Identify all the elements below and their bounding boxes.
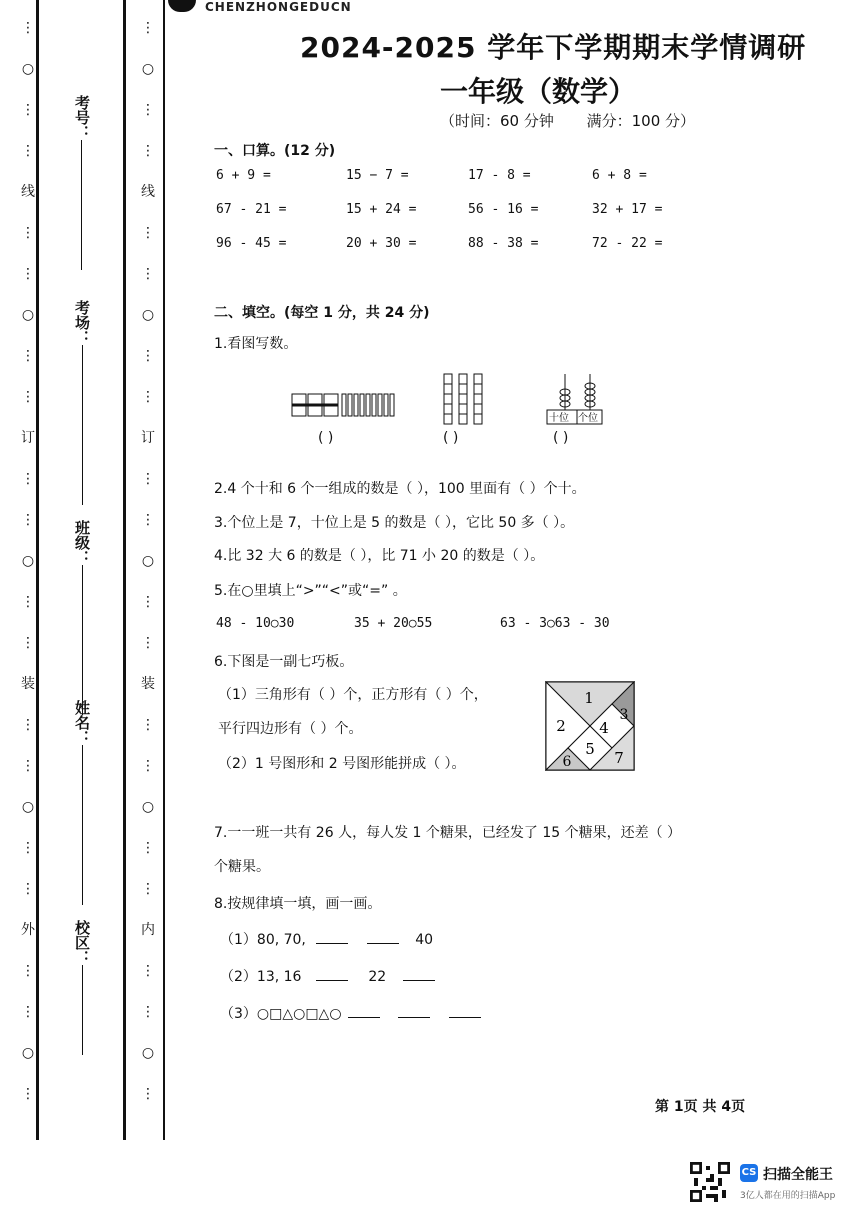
calc-problem: 15 + 24 = [346, 202, 417, 217]
q2-text: 2.4 个十和 6 个一组成的数是（ ），100 里面有（ ）个十。 [214, 481, 586, 497]
cube-rods-icon [444, 374, 482, 424]
binding-mark: ⋮ [21, 20, 35, 36]
tangram-label-6: 6 [562, 754, 572, 770]
binding-mark: ○ [141, 61, 155, 77]
qr-code-icon [690, 1162, 730, 1202]
q8-sub1 [220, 929, 433, 949]
class-label: 班级： [73, 520, 91, 565]
binding-mark: ⋮ [141, 471, 155, 487]
q8-sub1-blank-1[interactable] [316, 931, 348, 944]
logo-text: CHENZHONGEDUCN [205, 0, 352, 14]
section2-heading: 二、填空。(每空 1 分，共 24 分) [214, 305, 430, 321]
q5-item-3: 63 - 3○63 - 30 [500, 616, 610, 631]
page-number: 第 1页 共 4页 [655, 1099, 746, 1115]
abacus-ones-label: 个位 [578, 413, 598, 424]
margin-border-inner [163, 0, 165, 1140]
scanner-logo-icon: CS [740, 1164, 758, 1182]
q4-text: 4.比 32 大 6 的数是（ ），比 71 小 20 的数是（ ）。 [214, 548, 545, 564]
binding-mark: ○ [141, 307, 155, 323]
exam-no-field[interactable] [72, 95, 93, 270]
binding-mark: ⋮ [141, 717, 155, 733]
page-title: 2024-2025 学年下学期期末学情调研 [300, 31, 807, 64]
q8-sub3-blank-2[interactable] [398, 1005, 430, 1018]
q8-sub1-end: 40 [415, 932, 434, 948]
q8-sub2-blank-2[interactable] [403, 968, 435, 981]
page-subtitle: 一年级（数学） [440, 75, 637, 108]
binding-mark: ⋮ [141, 20, 155, 36]
calc-problem: 32 + 17 = [592, 202, 663, 217]
binding-mark: ○ [21, 1045, 35, 1061]
calc-problem: 56 - 16 = [468, 202, 539, 217]
binding-mark: ⋮ [141, 881, 155, 897]
binding-mark: ⋮ [21, 471, 35, 487]
q1-answer-3[interactable]: ( ) [553, 430, 569, 446]
binding-mark: ○ [21, 307, 35, 323]
binding-mark: ⋮ [21, 266, 35, 282]
binding-mark: ⋮ [141, 225, 155, 241]
binding-mark: ⋮ [141, 512, 155, 528]
binding-mark: ⋮ [141, 1086, 155, 1102]
q8-sub2 [220, 966, 435, 986]
calc-problem: 15 − 7 = [346, 168, 409, 183]
binding-mark: ⋮ [21, 717, 35, 733]
binding-mark: ○ [141, 1045, 155, 1061]
q8-sub2-blank-1[interactable] [316, 968, 348, 981]
q5-item-2: 35 + 20○55 [354, 616, 433, 631]
tangram-label-4: 4 [599, 719, 609, 737]
binding-mark: 内 [141, 922, 155, 938]
q8-sub2-mid: 22 [368, 969, 387, 985]
q5-text: 5.在○里填上“>”“<”或“=” 。 [214, 583, 407, 599]
scanner-slogan: 3亿人都在用的扫描App [740, 1191, 836, 1201]
binding-mark: ⋮ [141, 594, 155, 610]
binding-mark: ⋮ [21, 758, 35, 774]
calc-problem: 96 - 45 = [216, 236, 287, 251]
exam-info [440, 110, 723, 131]
calc-problem: 6 + 9 = [216, 168, 271, 183]
calc-problem: 20 + 30 = [346, 236, 417, 251]
binding-rail-outer [18, 8, 38, 1115]
calc-problem: 88 - 38 = [468, 236, 539, 251]
binding-mark: 外 [21, 922, 35, 938]
q1-text: 1.看图写数。 [214, 336, 298, 352]
tangram-label-1: 1 [584, 689, 594, 707]
q8-sub3-blank-3[interactable] [449, 1005, 481, 1018]
binding-mark: ⋮ [141, 963, 155, 979]
section1-heading: 一、口算。(12 分) [214, 143, 336, 159]
q6-text: 6.下图是一副七巧板。 [214, 654, 354, 670]
binding-mark: ⋮ [141, 143, 155, 159]
binding-mark: ○ [141, 799, 155, 815]
calc-problem: 6 + 8 = [592, 168, 647, 183]
exam-room-label: 考场： [73, 300, 91, 345]
exam-time: （时间：60 分钟 [440, 112, 554, 130]
q6-part1b: 平行四边形有（ ）个。 [218, 721, 363, 737]
q3-text: 3.个位上是 7，十位上是 5 的数是（ ），它比 50 多（ ）。 [214, 515, 575, 531]
binding-mark: ⋮ [21, 348, 35, 364]
binding-mark: 装 [141, 676, 155, 692]
binding-mark: ○ [21, 61, 35, 77]
binding-mark: ⋮ [141, 635, 155, 651]
binding-mark: 线 [21, 184, 35, 200]
binding-mark: 线 [141, 184, 155, 200]
binding-mark: ⋮ [21, 389, 35, 405]
binding-mark: ⋮ [21, 1004, 35, 1020]
margin-border-mid [123, 0, 126, 1140]
binding-mark: ⋮ [141, 102, 155, 118]
q7-text-line2: 个糖果。 [214, 859, 270, 875]
binding-mark: ⋮ [21, 512, 35, 528]
binding-mark: ⋮ [141, 266, 155, 282]
name-field[interactable] [72, 700, 93, 905]
binding-mark: ⋮ [21, 963, 35, 979]
logo-mark [168, 0, 196, 12]
binding-mark: ⋮ [21, 635, 35, 651]
binding-mark: ⋮ [141, 758, 155, 774]
tangram-label-3: 3 [619, 707, 629, 723]
binding-mark: ⋮ [21, 881, 35, 897]
q8-text: 8.按规律填一填，画一画。 [214, 896, 382, 912]
q1-answer-1[interactable]: ( ) [318, 430, 334, 446]
tangram-label-7: 7 [614, 749, 624, 767]
q5-item-1: 48 - 10○30 [216, 616, 295, 631]
binding-mark: ○ [141, 553, 155, 569]
binding-mark: ⋮ [141, 840, 155, 856]
counting-pictures [290, 368, 620, 428]
binding-mark: ⋮ [141, 389, 155, 405]
binding-mark: 订 [141, 430, 155, 446]
exam-room-field[interactable] [72, 300, 93, 505]
calc-problem: 17 - 8 = [468, 168, 531, 183]
binding-mark: ⋮ [141, 348, 155, 364]
q6-part2: （2）1 号图形和 2 号图形能拼成（ ）。 [218, 756, 466, 772]
binding-mark: ⋮ [21, 225, 35, 241]
binding-mark: ⋮ [21, 594, 35, 610]
binding-mark: ⋮ [21, 102, 35, 118]
class-field[interactable] [72, 520, 93, 715]
name-label: 姓名： [73, 700, 91, 745]
q8-sub2-start: （2）13, 16 [220, 969, 302, 985]
binding-mark: ⋮ [141, 1004, 155, 1020]
q7-text-line1: 7.一一班一共有 26 人，每人发 1 个糖果，已经发了 15 个糖果，还差（ ） [214, 825, 682, 841]
binding-mark: ○ [21, 553, 35, 569]
tangram-label-5: 5 [585, 740, 595, 758]
exam-score: 满分：100 分） [586, 112, 696, 130]
bundled-sticks-icon [292, 394, 394, 416]
binding-mark: ⋮ [21, 1086, 35, 1102]
q1-answer-2[interactable]: ( ) [443, 430, 459, 446]
binding-mark: ⋮ [21, 840, 35, 856]
calc-problem: 67 - 21 = [216, 202, 287, 217]
school-field[interactable] [72, 920, 93, 1055]
exam-no-label: 考号： [73, 95, 91, 140]
binding-mark: 装 [21, 676, 35, 692]
school-label: 校区： [73, 920, 91, 965]
tangram-figure [545, 681, 635, 771]
scanner-name: 扫描全能王 [763, 1167, 833, 1183]
tangram-label-2: 2 [556, 717, 566, 735]
binding-mark: ○ [21, 799, 35, 815]
binding-rail-inner [138, 8, 158, 1115]
q8-sub3-blank-1[interactable] [348, 1005, 380, 1018]
q8-sub3 [220, 1003, 481, 1023]
binding-mark: ⋮ [21, 143, 35, 159]
q8-sub3-pattern: （3）○□△○□△○ [220, 1006, 342, 1022]
binding-mark: 订 [21, 430, 35, 446]
q6-part1a: （1）三角形有（ ）个，正方形有（ ）个， [218, 687, 488, 703]
q8-sub1-start: （1）80, 70, [220, 932, 306, 948]
abacus-tens-label: 十位 [549, 413, 569, 424]
calc-problem: 72 - 22 = [592, 236, 663, 251]
q8-sub1-blank-2[interactable] [367, 931, 399, 944]
